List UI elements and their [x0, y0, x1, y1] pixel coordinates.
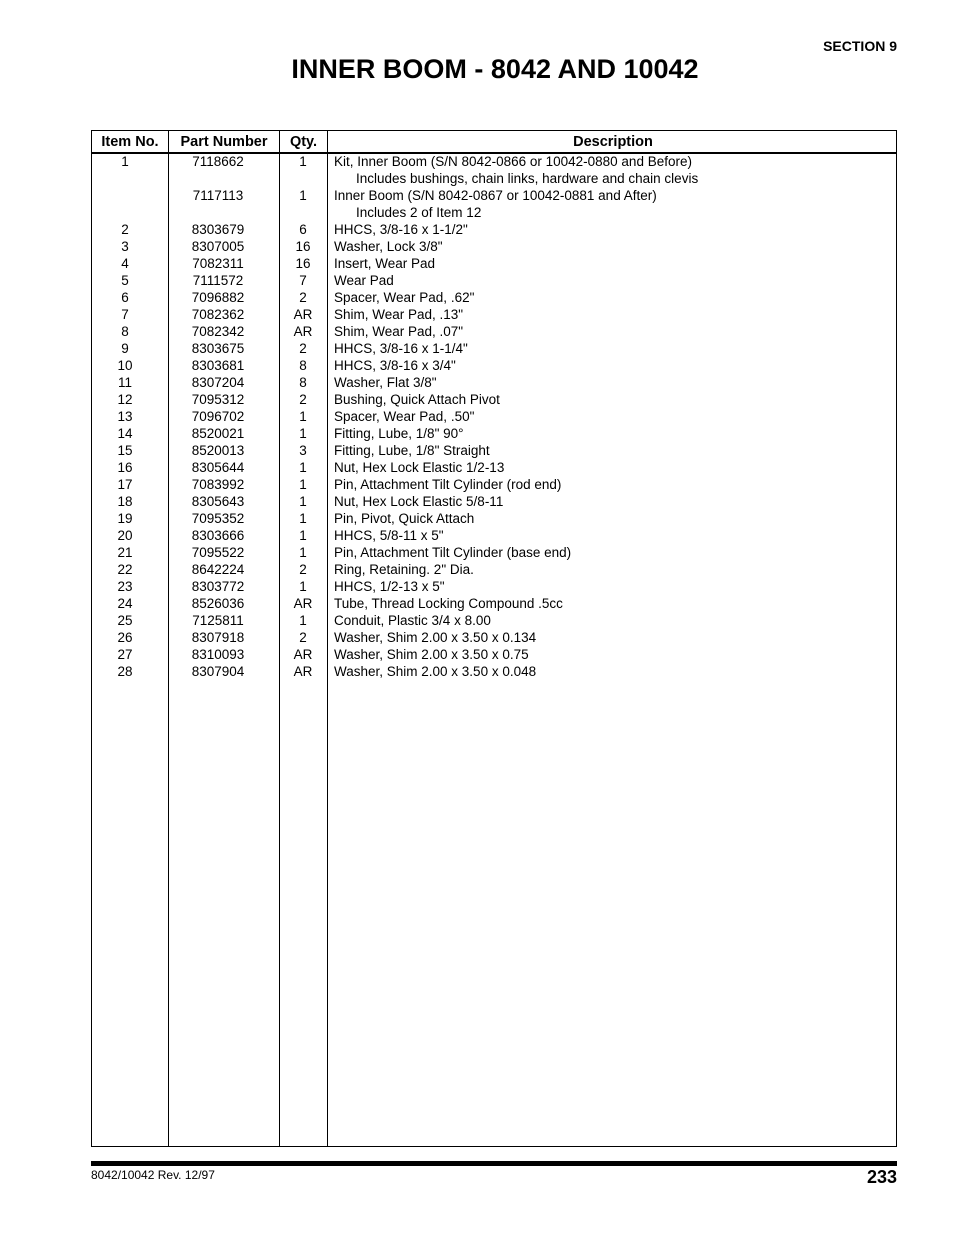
item-no-cell: 8 — [121, 324, 129, 339]
item-no-cell: 19 — [117, 511, 133, 526]
item-no-cell: 20 — [117, 528, 133, 543]
part-number-cell: 8303675 — [191, 341, 245, 356]
qty-cell: 1 — [299, 528, 307, 543]
item-no-cell: 6 — [121, 290, 129, 305]
item-no-cell: 22 — [117, 562, 133, 577]
description-cell: Spacer, Wear Pad, .50" — [334, 409, 475, 424]
column-header-part-number: Part Number — [180, 134, 268, 150]
qty-cell: AR — [293, 596, 313, 611]
table-row — [92, 272, 896, 289]
qty-cell: 8 — [299, 375, 307, 390]
qty-cell: 2 — [299, 630, 307, 645]
column-header-description: Description — [573, 134, 653, 150]
part-number-cell: 8305643 — [191, 494, 245, 509]
part-number-cell: 8526036 — [191, 596, 245, 611]
qty-cell: AR — [293, 647, 313, 662]
part-number-cell: 8303679 — [191, 222, 245, 237]
part-number-cell: 8305644 — [191, 460, 245, 475]
description-cell: Nut, Hex Lock Elastic 1/2-13 — [334, 460, 505, 475]
table-row — [92, 510, 896, 527]
description-cell: Bushing, Quick Attach Pivot — [334, 392, 500, 407]
part-number-cell: 7082362 — [191, 307, 245, 322]
qty-cell: 8 — [299, 358, 307, 373]
description-cell: Washer, Shim 2.00 x 3.50 x 0.75 — [334, 647, 529, 662]
table-row — [92, 442, 896, 459]
description-cell: Washer, Flat 3/8" — [334, 375, 437, 390]
parts-table — [91, 130, 897, 1147]
table-row — [92, 408, 896, 425]
part-number-cell: 8307005 — [191, 239, 245, 254]
part-number-cell: 7096702 — [191, 409, 245, 424]
table-row — [92, 476, 896, 493]
item-no-cell: 3 — [121, 239, 129, 254]
part-number-cell: 8307918 — [191, 630, 245, 645]
table-row — [92, 153, 896, 170]
qty-cell: 3 — [299, 443, 307, 458]
qty-cell: 1 — [299, 545, 307, 560]
table-row — [92, 663, 896, 680]
item-no-cell: 21 — [117, 545, 133, 560]
description-cell: Wear Pad — [334, 273, 394, 288]
qty-cell: 1 — [299, 426, 307, 441]
description-cell: Pin, Pivot, Quick Attach — [334, 511, 475, 526]
table-row — [92, 544, 896, 561]
item-no-cell: 27 — [117, 647, 133, 662]
revision-label: 8042/10042 Rev. 12/97 — [91, 1168, 215, 1182]
table-row — [92, 221, 896, 238]
qty-cell: 16 — [295, 239, 311, 254]
description-cell: Fitting, Lube, 1/8" 90° — [334, 426, 464, 441]
part-number-cell: 8303772 — [191, 579, 245, 594]
item-no-cell: 11 — [117, 375, 132, 390]
table-row — [92, 629, 896, 646]
qty-cell: 1 — [299, 460, 307, 475]
table-row — [92, 578, 896, 595]
qty-cell: 2 — [299, 290, 307, 305]
description-cell: Conduit, Plastic 3/4 x 8.00 — [334, 613, 491, 628]
part-number-cell: 7083992 — [191, 477, 245, 492]
table-row — [92, 459, 896, 476]
qty-cell: AR — [293, 664, 313, 679]
item-no-cell: 9 — [121, 341, 129, 356]
table-row — [92, 323, 896, 340]
description-cell: HHCS, 3/8-16 x 1-1/2" — [334, 222, 468, 237]
section-label: SECTION 9 — [823, 38, 897, 54]
qty-cell: 2 — [299, 341, 307, 356]
part-number-cell: 8310093 — [191, 647, 245, 662]
qty-cell: 2 — [299, 392, 307, 407]
description-cell: Kit, Inner Boom (S/N 8042-0866 or 10042-0880 and Before) — [334, 154, 692, 169]
column-header-qty: Qty. — [289, 134, 318, 150]
item-no-cell: 1 — [121, 154, 129, 169]
description-cell: Pin, Attachment Tilt Cylinder (rod end) — [334, 477, 562, 492]
part-number-cell: 7082342 — [191, 324, 245, 339]
item-no-cell: 18 — [117, 494, 133, 509]
qty-cell: 6 — [299, 222, 307, 237]
page-title: INNER BOOM - 8042 AND 10042 — [291, 54, 699, 84]
description-cell: Washer, Shim 2.00 x 3.50 x 0.134 — [334, 630, 537, 645]
part-number-cell: 8303681 — [191, 358, 245, 373]
description-cell: Fitting, Lube, 1/8" Straight — [334, 443, 490, 458]
table-row — [92, 595, 896, 612]
item-no-cell: 26 — [117, 630, 133, 645]
item-no-cell: 14 — [117, 426, 133, 441]
description-cell: Pin, Attachment Tilt Cylinder (base end) — [334, 545, 572, 560]
part-number-cell: 8307904 — [191, 664, 245, 679]
description-cell: Includes bushings, chain links, hardware and chain clevis — [356, 171, 699, 186]
item-no-cell: 17 — [117, 477, 133, 492]
part-number-cell: 7096882 — [191, 290, 245, 305]
part-number-cell: 8642224 — [191, 562, 245, 577]
table-row — [92, 170, 896, 187]
column-header-item-no: Item No. — [101, 134, 159, 150]
item-no-cell: 7 — [121, 307, 129, 322]
item-no-cell: 28 — [117, 664, 133, 679]
description-cell: Washer, Shim 2.00 x 3.50 x 0.048 — [334, 664, 537, 679]
description-cell: Ring, Retaining. 2" Dia. — [334, 562, 474, 577]
part-number-cell: 8520021 — [191, 426, 245, 441]
description-cell: HHCS, 5/8-11 x 5" — [334, 528, 444, 543]
part-number-cell: 7082311 — [192, 256, 244, 271]
table-row — [92, 612, 896, 629]
qty-cell: 1 — [299, 511, 307, 526]
qty-cell: 1 — [299, 154, 307, 169]
part-number-cell: 8307204 — [191, 375, 245, 390]
table-row — [92, 238, 896, 255]
part-number-cell: 7095312 — [191, 392, 245, 407]
qty-cell: 2 — [299, 562, 307, 577]
table-row — [92, 561, 896, 578]
description-cell: HHCS, 3/8-16 x 3/4" — [334, 358, 456, 373]
part-number-cell: 7118662 — [192, 154, 244, 169]
item-no-cell: 4 — [121, 256, 129, 271]
description-cell: HHCS, 1/2-13 x 5" — [334, 579, 445, 594]
item-no-cell: 25 — [117, 613, 133, 628]
table-row — [92, 374, 896, 391]
description-cell: HHCS, 3/8-16 x 1-1/4" — [334, 341, 468, 356]
table-row — [92, 306, 896, 323]
qty-cell: AR — [293, 307, 313, 322]
table-body — [92, 153, 896, 680]
description-cell: Includes 2 of Item 12 — [356, 205, 482, 220]
item-no-cell: 13 — [117, 409, 133, 424]
item-no-cell: 23 — [117, 579, 133, 594]
part-number-cell: 7095522 — [191, 545, 245, 560]
item-no-cell: 12 — [117, 392, 133, 407]
qty-cell: 1 — [299, 579, 307, 594]
description-cell: Shim, Wear Pad, .07" — [334, 324, 464, 339]
table-row — [92, 340, 896, 357]
item-no-cell: 15 — [117, 443, 133, 458]
description-cell: Inner Boom (S/N 8042-0867 or 10042-0881 and After) — [334, 188, 657, 203]
item-no-cell: 24 — [117, 596, 133, 611]
part-number-cell: 7117113 — [192, 188, 244, 203]
description-cell: Insert, Wear Pad — [334, 256, 436, 271]
description-cell: Nut, Hex Lock Elastic 5/8-11 — [334, 494, 504, 509]
table-row — [92, 289, 896, 306]
qty-cell: 7 — [299, 273, 307, 288]
description-cell: Spacer, Wear Pad, .62" — [334, 290, 475, 305]
footer-rule — [91, 1161, 897, 1166]
qty-cell: 1 — [299, 188, 307, 203]
qty-cell: 1 — [299, 409, 307, 424]
qty-cell: 1 — [299, 613, 307, 628]
table-row — [92, 527, 896, 544]
table-row — [92, 493, 896, 510]
qty-cell: 1 — [299, 494, 307, 509]
table-row — [92, 646, 896, 663]
description-cell: Shim, Wear Pad, .13" — [334, 307, 464, 322]
description-cell: Washer, Lock 3/8" — [334, 239, 443, 254]
item-no-cell: 16 — [117, 460, 133, 475]
table-row — [92, 425, 896, 442]
table-row — [92, 187, 896, 204]
part-number-cell: 7111572 — [192, 273, 244, 288]
item-no-cell: 10 — [117, 358, 133, 373]
qty-cell: 16 — [295, 256, 311, 271]
description-cell: Tube, Thread Locking Compound .5cc — [334, 596, 563, 611]
page-number: 233 — [866, 1167, 897, 1187]
part-number-cell: 8520013 — [191, 443, 245, 458]
qty-cell: 1 — [299, 477, 307, 492]
table-row — [92, 357, 896, 374]
table-row — [92, 255, 896, 272]
part-number-cell: 7095352 — [191, 511, 245, 526]
item-no-cell: 5 — [121, 273, 129, 288]
table-row — [92, 204, 896, 221]
qty-cell: AR — [293, 324, 313, 339]
item-no-cell: 2 — [121, 222, 129, 237]
part-number-cell: 8303666 — [191, 528, 245, 543]
part-number-cell: 7125811 — [192, 613, 244, 628]
table-row — [92, 391, 896, 408]
